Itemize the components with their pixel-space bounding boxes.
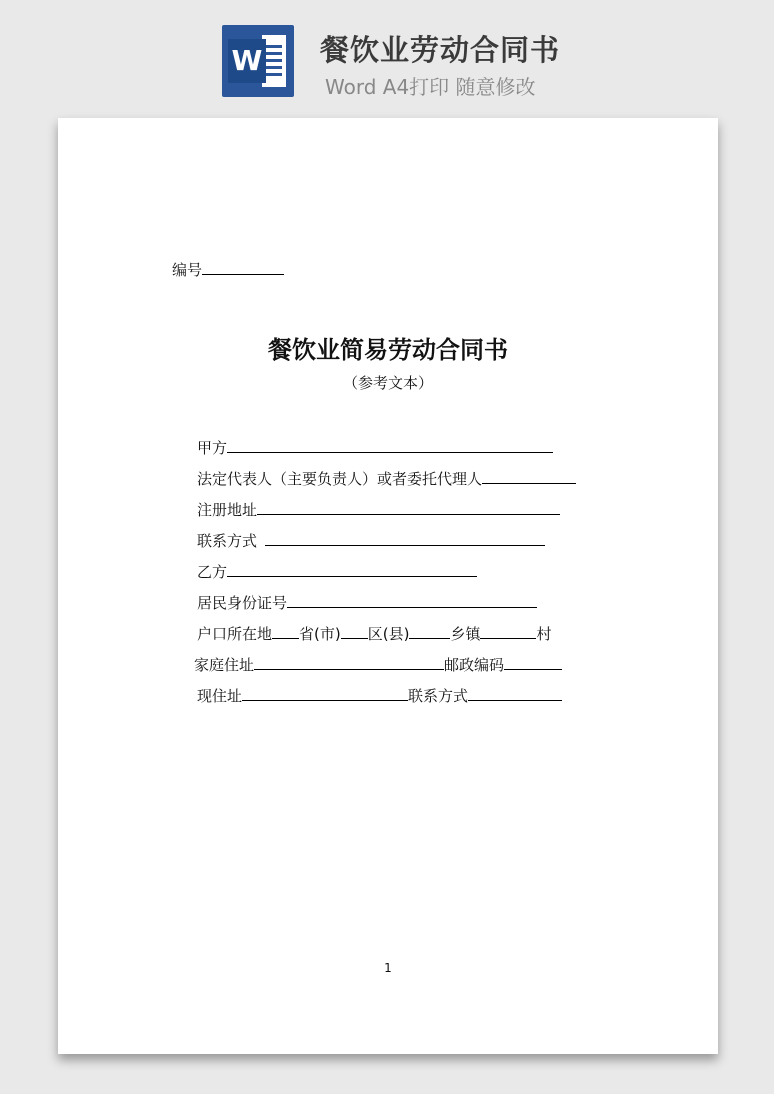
header-subtitle: Word A4打印 随意修改 <box>325 75 536 99</box>
field-contact-b-label: 联系方式 <box>408 687 469 705</box>
field-reg-address-label: 注册地址 <box>197 501 258 519</box>
field-hukou-district-blank[interactable] <box>341 622 368 639</box>
field-home-address <box>194 653 562 675</box>
field-hukou-district-label: 区(县) <box>367 625 410 643</box>
document-number-label: 编号 <box>172 261 203 279</box>
field-reg-address-blank[interactable] <box>257 498 560 515</box>
field-legal-rep <box>197 467 576 489</box>
document-subtitle: （参考文本） <box>342 374 433 392</box>
field-legal-rep-blank[interactable] <box>482 467 576 484</box>
document-page <box>58 118 718 1054</box>
field-hukou-village-label: 村 <box>536 625 552 643</box>
field-home-address-label: 家庭住址 <box>194 656 255 674</box>
field-party-a-label: 甲方 <box>197 439 228 457</box>
field-contact-b-blank[interactable] <box>468 684 562 701</box>
field-postcode-blank[interactable] <box>504 653 562 670</box>
field-hukou-town-label: 乡镇 <box>450 625 481 643</box>
field-current-address-blank[interactable] <box>242 684 408 701</box>
field-contact-a-blank[interactable] <box>265 529 545 546</box>
document-title: 餐饮业简易劳动合同书 <box>268 336 508 364</box>
field-current-address <box>197 684 562 706</box>
document-number <box>172 258 284 280</box>
field-id-number-blank[interactable] <box>287 591 537 608</box>
field-party-a <box>197 436 553 458</box>
word-letter: W <box>228 39 266 83</box>
field-postcode-label: 邮政编码 <box>444 656 505 674</box>
field-party-b-label: 乙方 <box>197 563 228 581</box>
field-home-address-blank[interactable] <box>254 653 444 670</box>
field-reg-address <box>197 498 560 520</box>
document-number-blank[interactable] <box>202 258 284 275</box>
field-party-b-blank[interactable] <box>227 560 477 577</box>
word-icon <box>222 25 294 97</box>
field-id-number <box>197 591 537 613</box>
field-hukou-label: 户口所在地 <box>197 625 273 643</box>
field-hukou-town-blank[interactable] <box>409 622 450 639</box>
header-title: 餐饮业劳动合同书 <box>320 33 561 67</box>
field-current-address-label: 现住址 <box>197 687 243 705</box>
field-party-b <box>197 560 477 582</box>
field-id-number-label: 居民身份证号 <box>197 594 288 612</box>
field-hukou-province-label: 省(市) <box>299 625 341 643</box>
field-hukou-village-blank[interactable] <box>480 622 536 639</box>
header <box>0 0 774 118</box>
page-number: 1 <box>384 961 392 975</box>
field-contact-a <box>197 529 545 551</box>
field-party-a-blank[interactable] <box>227 436 553 453</box>
field-hukou <box>197 622 551 644</box>
field-contact-a-label: 联系方式 <box>197 532 258 550</box>
field-legal-rep-label: 法定代表人（主要负责人）或者委托代理人 <box>197 470 483 488</box>
field-hukou-province-blank[interactable] <box>272 622 299 639</box>
